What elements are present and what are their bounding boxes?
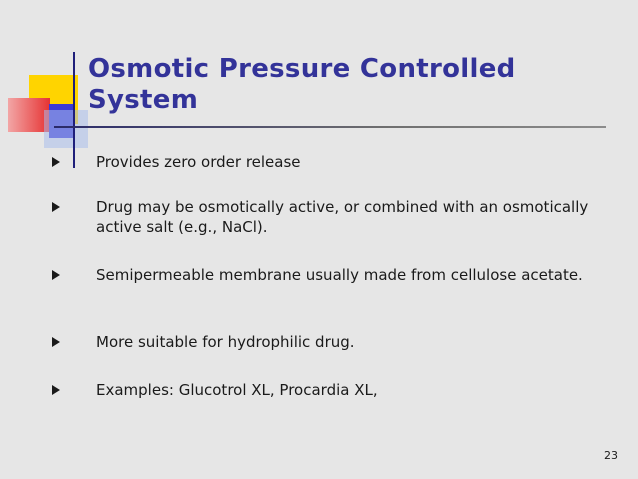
bullet-text: Examples: Glucotrol XL, Procardia XL, <box>96 381 378 399</box>
decor-vertical-line <box>73 52 75 168</box>
bullet-text: Provides zero order release <box>96 153 301 171</box>
bullet-icon <box>52 270 60 280</box>
bullet-icon <box>52 202 60 212</box>
bullet-text: More suitable for hydrophilic drug. <box>96 333 355 351</box>
bullet-icon <box>52 157 60 167</box>
slide-title: Osmotic Pressure Controlled System <box>88 54 516 115</box>
decor-lightblue-square <box>44 110 88 148</box>
bullet-icon <box>52 385 60 395</box>
page-number: 23 <box>604 449 618 462</box>
title-underline <box>54 126 606 128</box>
bullet-icon <box>52 337 60 347</box>
bullet-text: Semipermeable membrane usually made from cellulose acetate. <box>96 266 583 284</box>
bullet-text: Drug may be osmotically active, or combined with an osmotically active salt (e.g., NaCl). <box>96 198 589 236</box>
